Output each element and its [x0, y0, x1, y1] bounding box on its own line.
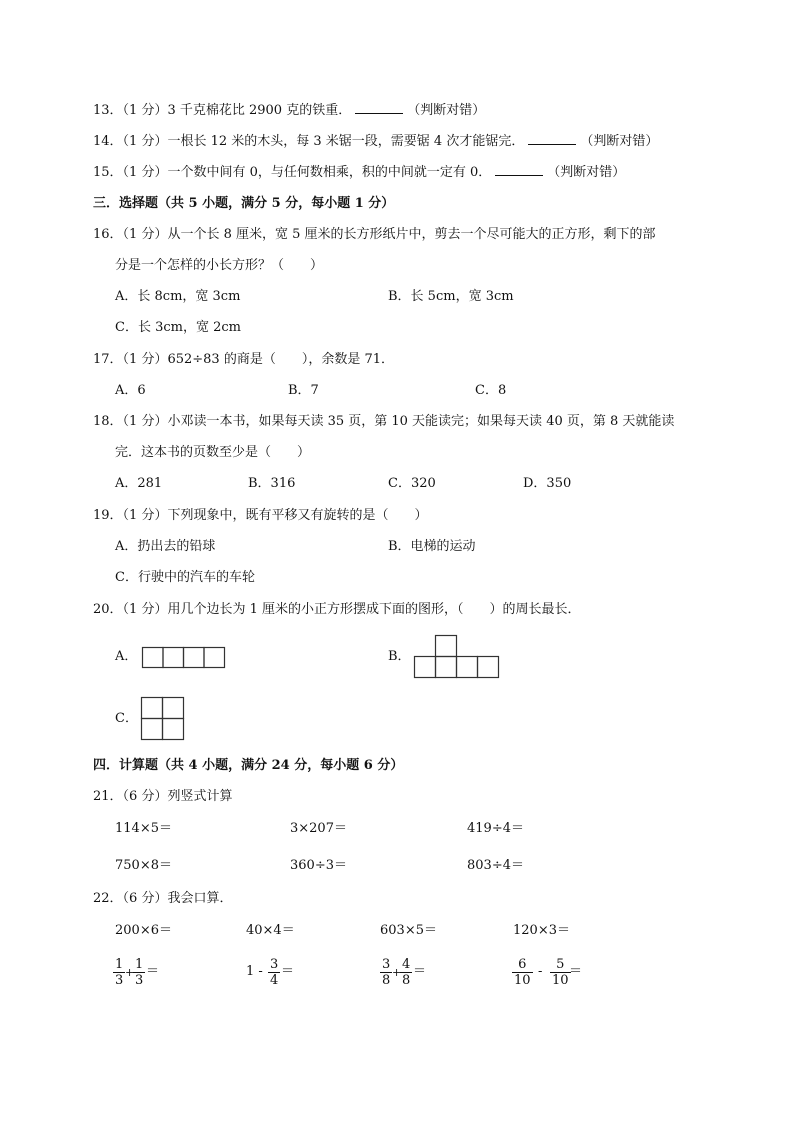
- figure-square: [163, 648, 184, 668]
- fraction: [380, 957, 392, 988]
- q18-option-b[interactable]: B．316: [248, 476, 296, 491]
- denominator: 3: [115, 973, 124, 988]
- q21-item: 750×8＝: [115, 858, 172, 873]
- question-22: 22．（6 分）我会口算．: [93, 891, 233, 906]
- question-18-line2: 完．这本书的页数至少是（ ）: [115, 445, 311, 460]
- q16-option-a[interactable]: A．长 8cm，宽 3cm: [115, 289, 241, 304]
- operator: -: [538, 964, 543, 979]
- q22-item: 603×5＝: [380, 923, 437, 938]
- numerator: 1: [115, 957, 124, 972]
- denominator: 8: [402, 973, 411, 988]
- q20-option-b[interactable]: B．: [388, 649, 411, 664]
- question-number: 14．: [93, 134, 123, 149]
- q18-option-a[interactable]: A．281: [115, 476, 163, 491]
- fraction: [400, 957, 412, 988]
- question-15: [93, 163, 625, 182]
- section-4-heading: 四．计算题（共 4 小题，满分 24 分，每小题 6 分）: [93, 758, 404, 773]
- numerator: 5: [556, 957, 565, 972]
- operator: +: [392, 966, 402, 979]
- question-17: 17．（1 分）652÷83 的商是（ ），余数是 71．: [93, 352, 394, 367]
- q22-item: 200×6＝: [115, 923, 172, 938]
- operator: +: [125, 966, 135, 979]
- q16-option-c[interactable]: C．长 3cm，宽 2cm: [115, 320, 241, 335]
- numerator: 3: [382, 957, 391, 972]
- q22-item: 120×3＝: [513, 923, 570, 938]
- figure-square: [436, 657, 457, 678]
- minuend: 1 -: [246, 964, 263, 979]
- q22-item: 40×4＝: [246, 923, 295, 938]
- equals: ＝: [146, 964, 160, 979]
- question-number: 15．: [93, 165, 123, 180]
- denominator: 3: [135, 973, 144, 988]
- figure-b-t-shape: [414, 635, 500, 679]
- numerator: 6: [518, 957, 527, 972]
- answer-blank[interactable]: [495, 163, 543, 176]
- figure-a-four-squares-row: [142, 647, 226, 668]
- figure-square: [204, 648, 225, 668]
- equals: ＝: [281, 964, 295, 979]
- fraction: [268, 957, 280, 988]
- q17-option-a[interactable]: A．6: [115, 383, 146, 398]
- figure-square: [142, 719, 163, 740]
- question-tail: （判断对错）: [580, 134, 659, 149]
- question-19: 19．（1 分）下列现象中，既有平移又有旋转的是（ ）: [93, 508, 428, 523]
- question-number: 13．: [93, 103, 123, 118]
- numerator: 1: [135, 957, 144, 972]
- q17-option-b[interactable]: B．7: [288, 383, 319, 398]
- figure-c-2x2-square: [141, 697, 185, 741]
- denominator: 10: [514, 973, 531, 988]
- section-3-heading: 三．选择题（共 5 小题，满分 5 分，每小题 1 分）: [93, 196, 395, 211]
- question-text: （1 分）一根长 12 米的木头，每 3 米锯一段，需要锯 4 次才能锯完．: [122, 134, 525, 149]
- denominator: 8: [382, 973, 391, 988]
- q21-item: 360÷3＝: [290, 858, 347, 873]
- question-tail: （判断对错）: [547, 165, 626, 180]
- question-21: 21．（6 分）列竖式计算: [93, 789, 233, 804]
- denominator: 4: [270, 973, 279, 988]
- question-20: 20．（1 分）用几个边长为 1 厘米的小正方形摆成下面的图形，（ ）的周长最长．: [93, 602, 581, 617]
- q21-item: 419÷4＝: [467, 821, 524, 836]
- q17-option-c[interactable]: C．8: [475, 383, 507, 398]
- numerator: 4: [402, 957, 411, 972]
- q16-option-b[interactable]: B．长 5cm，宽 3cm: [388, 289, 514, 304]
- figure-square: [415, 657, 436, 678]
- fraction: [113, 957, 125, 988]
- figure-square: [436, 636, 457, 657]
- question-16-line2: 分是一个怎样的小长方形？（ ）: [115, 258, 324, 273]
- numerator: 3: [270, 957, 279, 972]
- figure-square: [457, 657, 478, 678]
- question-text: （1 分）3 千克棉花比 2900 克的铁重．: [122, 103, 352, 118]
- figure-square: [163, 719, 184, 740]
- q19-option-c[interactable]: C．行驶中的汽车的车轮: [115, 570, 255, 585]
- fraction: [512, 957, 533, 988]
- q21-item: 114×5＝: [115, 821, 172, 836]
- question-text: （1 分）一个数中间有 0，与任何数相乘，积的中间就一定有 0．: [122, 165, 492, 180]
- equals: ＝: [413, 964, 427, 979]
- figure-square: [478, 657, 499, 678]
- question-tail: （判断对错）: [407, 103, 486, 118]
- q21-item: 803÷4＝: [467, 858, 524, 873]
- q20-option-c[interactable]: C．: [115, 711, 138, 726]
- q20-option-a[interactable]: A．: [115, 649, 138, 664]
- q21-item: 3×207＝: [290, 821, 347, 836]
- figure-square: [142, 698, 163, 719]
- figure-square: [184, 648, 205, 668]
- figure-square: [143, 648, 164, 668]
- fraction: [133, 957, 145, 988]
- figure-square: [163, 698, 184, 719]
- equals: ＝: [569, 964, 583, 979]
- question-18-line1: 18．（1 分）小邓读一本书，如果每天读 35 页，第 10 天能读完；如果每天读 40 页，第 8 天就能读: [93, 414, 675, 429]
- question-13: [93, 101, 485, 120]
- answer-blank[interactable]: [528, 132, 576, 145]
- q19-option-b[interactable]: B．电梯的运动: [388, 539, 476, 554]
- answer-blank[interactable]: [355, 101, 403, 114]
- q18-option-d[interactable]: D．350: [523, 476, 572, 491]
- fraction: [550, 957, 571, 988]
- question-14: [93, 132, 658, 151]
- denominator: 10: [552, 973, 569, 988]
- q19-option-a[interactable]: A．扔出去的铅球: [115, 539, 216, 554]
- q18-option-c[interactable]: C．320: [388, 476, 436, 491]
- question-16-line1: 16．（1 分）从一个长 8 厘米，宽 5 厘米的长方形纸片中，剪去一个尽可能大的正方形，剩下的部: [93, 227, 656, 242]
